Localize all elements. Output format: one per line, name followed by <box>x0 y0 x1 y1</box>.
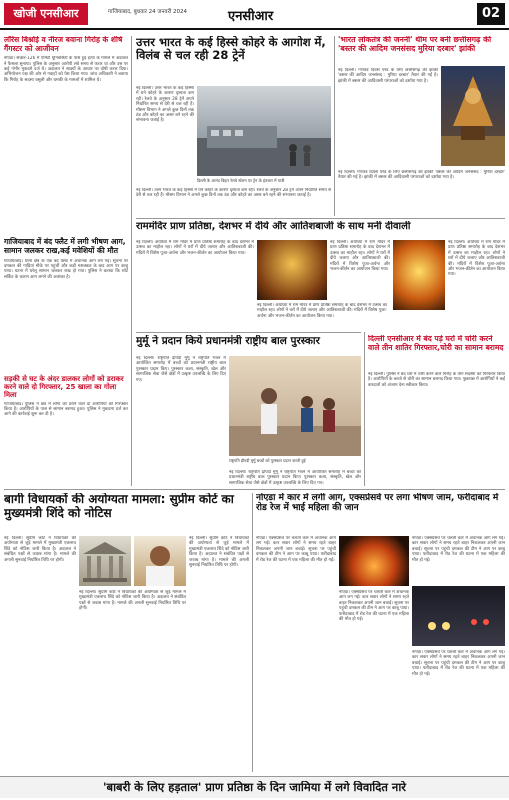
murmu-headline: मुर्मू ने प्रदान किये प्रधानमंत्री राष्ट्रीय बाल पुरस्कार <box>136 335 320 347</box>
award-ceremony-photo <box>229 356 361 456</box>
story1-body: नोएडा। सेक्टर-126 में एमिटी यूनिवर्सिटी के पास हुई हत्या के मामले में अदालत ने फैसला सुनाया। पुलिस के अनुसार आरोपी लंबे समय से फरार था और उस पर कई गंभीर मुकदमे दर्ज थे। अदालत ने साक्ष्यों के आधार पर दोषी करार दिया। अभियोजन पक्ष की ओर से गवाहों को पेश किया गया। जांच अधिकारी ने बताया कि गिरोह के सदस्य वसूली और धमकी के मामलों में शामिल थे। <box>4 56 128 83</box>
murmu-body-box <box>136 356 226 486</box>
ram-body-3: नई दिल्ली। अयोध्या में राम मंदिर में प्राण प्रतिष्ठा समारोह के बाद देशभर में उत्सव का माहौल रहा। लोगों ने घरों में दीये जलाए और आतिशबाजी की। मंदिरों में विशेष पूजा-अर्चना और भजन-कीर्तन का आयोजन किया गया। <box>448 240 505 278</box>
noida-body-3: नोएडा। एक्सप्रेसवे पर चलती कार में अचानक आग लग गई। कार सवार लोगों ने समय रहते बाहर निकलकर अपनी जान बचाई। सूचना पर पहुंची दमकल की टीम ने आग पर काबू पाया। फरीदाबाद में रोड रेज की घटना में एक महिला की मौत हो गई। <box>339 590 409 623</box>
shinde-photo <box>134 536 186 586</box>
court-body-box-3 <box>79 590 186 772</box>
tableau-body-box <box>338 68 438 168</box>
lead-headline: उत्तर भारत के कई हिस्से कोहरे के आगोश में, विलंब से चल रही 28 ट्रेनें <box>136 36 326 63</box>
court-body: नई दिल्ली। सुप्रीम कोर्ट ने विधायकों की अयोग्यता से जुड़े मामले में मुख्यमंत्री एकनाथ शिंदे को नोटिस जारी किया है। अदालत ने संबंधित पक्षों से जवाब मांगा है। मामले की अगली सुनवाई निर्धारित तिथि पर होगी। <box>4 536 76 563</box>
fog-train-photo <box>197 86 331 176</box>
ram-body-2: नई दिल्ली। अयोध्या में राम मंदिर में प्राण प्रतिष्ठा समारोह के बाद देशभर में उत्सव का माहौल रहा। लोगों ने घरों में दीये जलाए और आतिशबाजी की। मंदिरों में विशेष पूजा-अर्चना और भजन-कीर्तन का आयोजन किया गया। <box>330 240 390 273</box>
brand-logo: खोजी एनसीआर <box>4 3 88 25</box>
murmu-headline-box <box>136 335 361 353</box>
column-divider <box>252 493 253 772</box>
noida-body-box <box>256 536 336 772</box>
story3-body: गाजियाबाद। पुलिस ने क्षेत्र में लोगों को डराने वाले दो आरोपियों को गिरफ्तार किया है। आरोपियों के पास से सामान बरामद हुआ। पुलिस ने मुकदमा दर्ज कर आगे की कार्रवाई शुरू कर दी है। <box>4 401 128 418</box>
court-headline-box <box>4 493 249 533</box>
lead-story-headline-box <box>136 36 331 84</box>
night-road-photo <box>412 586 505 646</box>
ram-body-4: नई दिल्ली। अयोध्या में राम मंदिर में प्राण प्रतिष्ठा समारोह के बाद देशभर में उत्सव का माहौल रहा। लोगों ने घरों में दीये जलाए और आतिशबाजी की। मंदिरों में विशेष पूजा-अर्चना और भजन-कीर्तन का आयोजन किया गया। <box>257 303 387 319</box>
portrait-illustration <box>134 536 186 586</box>
tableau-headline-box <box>338 36 505 64</box>
horizontal-rule <box>136 218 505 219</box>
ram-idol-photo <box>393 240 445 310</box>
horizontal-rule <box>4 489 505 490</box>
left-column <box>4 36 128 486</box>
noida-body-4: नोएडा। एक्सप्रेसवे पर चलती कार में अचानक आग लग गई। कार सवार लोगों ने समय रहते बाहर निकलकर अपनी जान बचाई। सूचना पर पहुंची दमकल की टीम ने आग पर काबू पाया। फरीदाबाद में रोड रेज की घटना में एक महिला की मौत हो गई। <box>412 650 505 677</box>
ram-headline-box <box>136 221 505 237</box>
court-body-2: नई दिल्ली। सुप्रीम कोर्ट ने विधायकों की अयोग्यता से जुड़े मामले में मुख्यमंत्री एकनाथ शिंदे को नोटिस जारी किया है। अदालत ने संबंधित पक्षों से जवाब मांगा है। मामले की अगली सुनवाई निर्धारित तिथि पर होगी। <box>189 536 249 569</box>
murmu-photo-caption: राष्ट्रपति द्रौपदी मुर्मू बच्चों को पुरस्कार प्रदान करती हुई <box>229 458 306 463</box>
lead-photo-caption: दिल्ली के आनंद विहार रेलवे स्टेशन पर ट्रेन के इंतजार में यात्री <box>197 178 285 183</box>
ram-body-box <box>136 240 254 330</box>
noida-body-box-4 <box>412 650 505 772</box>
noida-body-box-3 <box>339 590 409 772</box>
masthead <box>0 0 509 30</box>
diyas-photo <box>257 240 327 300</box>
column-divider <box>334 36 335 216</box>
story1-headline: लॉरेंस बिश्नोई व नीरज बवाना गिरोह के शीर्ष गैंगस्टर को आजीवन <box>4 36 123 53</box>
tableau-body: नई दिल्ली। गणतंत्र दिवस परेड के लिए छत्तीसगढ़ की झांकी 'बस्तर की आदिम जनसंसद : मुरिया दरबार' तैयार की गई है। झांकी में बस्तर की आदिवासी परंपराओं को दर्शाया गया है। <box>338 68 438 84</box>
lead-story-continued <box>136 188 331 216</box>
court-body-3: नई दिल्ली। सुप्रीम कोर्ट ने विधायकों की अयोग्यता से जुड़े मामले में मुख्यमंत्री एकनाथ शिंदे को नोटिस जारी किया है। अदालत ने संबंधित पक्षों से जवाब मांगा है। मामले की अगली सुनवाई निर्धारित तिथि पर होगी। <box>79 590 186 612</box>
car-fire-photo <box>339 536 409 586</box>
supreme-court-photo <box>79 536 131 586</box>
murmu-body-box-2 <box>229 470 361 486</box>
delhi-body: नई दिल्ली। पुलिस ने बंद घरों में चोरी करने वाले गिरोह के तीन सदस्यों को गिरफ्तार किया है। आरोपियों के कब्जे से चोरी का सामान बरामद किया गया। पूछताछ में आरोपियों ने कई वारदातों को अंजाम देना स्वीकार किया। <box>368 372 505 388</box>
story2-body: गाजियाबाद। थाना क्षेत्र के एक बंद फ्लैट में अचानक आग लग गई। सूचना पर दमकल की गाड़ियां मौके पर पहुंचीं और कड़ी मशक्कत के बाद आग पर काबू पाया। घटना में घरेलू सामान जलकर राख हो गया। पुलिस ने बताया कि शॉर्ट सर्किट के कारण आग लगने की आशंका है। <box>4 258 128 280</box>
court-building-illustration <box>79 536 131 586</box>
horizontal-rule <box>136 332 361 333</box>
noida-body: नोएडा। एक्सप्रेसवे पर चलती कार में अचानक आग लग गई। कार सवार लोगों ने समय रहते बाहर निकलकर अपनी जान बचाई। सूचना पर पहुंची दमकल की टीम ने आग पर काबू पाया। फरीदाबाद में रोड रेज की घटना में एक महिला की मौत हो गई। <box>256 536 336 563</box>
award-illustration <box>229 356 361 456</box>
ram-body-box-3 <box>448 240 505 330</box>
tableau-body-continued <box>338 170 505 216</box>
noida-headline-box <box>256 493 505 533</box>
tableau-photo <box>441 66 505 166</box>
story2-headline: गाजियाबाद में बंद फ्लैट में लगी भीषण आग, सामान जलकर राख,कई मवेशियों की मौत <box>4 237 126 255</box>
column-divider <box>364 332 365 486</box>
train-platform-illustration <box>197 86 331 176</box>
ram-body-box-4 <box>257 303 387 330</box>
delhi-headline-box <box>368 335 505 369</box>
road-lights-illustration <box>412 586 505 646</box>
column-divider <box>131 36 132 486</box>
murmu-body-2: नई दिल्ली। राष्ट्रपति द्रौपदी मुर्मू ने राष्ट्रपति भवन में आयोजित समारोह में बच्चों को प्रधानमंत्री राष्ट्रीय बाल पुरस्कार प्रदान किए। पुरस्कार कला, संस्कृति, खेल और सामाजिक सेवा जैसे क्षेत्रों में उत्कृष्ट उपलब्धि के लिए दिए गए। <box>229 470 361 486</box>
lead-body-continued: नई दिल्ली। उत्तर भारत के कई हिस्सों में घने कोहरे के कारण दृश्यता कम रही। रेलवे के अनुसार 28 ट्रेनें अपने निर्धारित समय से देरी से चल रही हैं। मौसम विभाग ने अगले कुछ दिनों तक ठंड और कोहरे का असर बने रहने की संभावना जताई है। <box>136 188 331 199</box>
tableau-body-more: नई दिल्ली। गणतंत्र दिवस परेड के लिए छत्तीसगढ़ की झांकी 'बस्तर की आदिम जनसंसद : मुरिया दरबार' तैयार की गई है। झांकी में बस्तर की आदिवासी परंपराओं को दर्शाया गया है। <box>338 170 505 181</box>
murmu-body: नई दिल्ली। राष्ट्रपति द्रौपदी मुर्मू ने राष्ट्रपति भवन में आयोजित समारोह में बच्चों को प्रधानमंत्री राष्ट्रीय बाल पुरस्कार प्रदान किए। पुरस्कार कला, संस्कृति, खेल और सामाजिक सेवा जैसे क्षेत्रों में उत्कृष्ट उपलब्धि के लिए दिए गए। <box>136 356 226 383</box>
court-body-box <box>4 536 76 772</box>
court-body-box-2 <box>189 536 249 772</box>
dateline: गाजियाबाद, बुधवार 24 जनवरी 2024 <box>108 9 187 15</box>
tableau-headline: 'भारत लोकतंत्र की जननी' थीम पर बनी छत्तीसगढ़ की 'बस्तर की आदिम जनसंसद मुरिया दरबार' झांकी <box>338 36 492 53</box>
ram-headline: राममंदिर प्राण प्रतिष्ठा, देशभर में दीये और आतिशबाजी के साथ मनी दीवाली <box>136 221 411 232</box>
bottom-headline: 'बाबरी के लिए हड़ताल' प्राण प्रतिष्ठा के दिन जामिया में लगे विवादित नारे <box>102 781 406 794</box>
story3-headline: सड़की से घट के अंदर डालकर लोगों को डराकर करने वाले दो गिरफ्तार, 25 खाला का गोला मिला <box>4 374 124 399</box>
lead-body: नई दिल्ली। उत्तर भारत के कई हिस्सों में घने कोहरे के कारण दृश्यता कम रही। रेलवे के अनुसार 28 ट्रेनें अपने निर्धारित समय से देरी से चल रही हैं। मौसम विभाग ने अगले कुछ दिनों तक ठंड और कोहरे का असर बने रहने की संभावना जताई है। <box>136 86 194 124</box>
court-headline: बागी विधायकों की अयोग्यता मामला: सुप्रीम कोर्ट का मुख्यमंत्री शिंदे को नोटिस <box>4 493 234 520</box>
delhi-body-box <box>368 372 505 486</box>
section-title: एनसीआर <box>228 9 274 24</box>
noida-body-box-2 <box>412 536 505 584</box>
bottom-story-banner <box>0 776 509 798</box>
page-number: 02 <box>477 3 505 25</box>
noida-headline: नोएडा में कार में लगी आग, एक्सप्रेसवे पर लगा भीषण जाम, फरीदाबाद में रोड रेज में भाई महिला की जान <box>256 493 499 514</box>
ram-body: नई दिल्ली। अयोध्या में राम मंदिर में प्राण प्रतिष्ठा समारोह के बाद देशभर में उत्सव का माहौल रहा। लोगों ने घरों में दीये जलाए और आतिशबाजी की। मंदिरों में विशेष पूजा-अर्चना और भजन-कीर्तन का आयोजन किया गया। <box>136 240 254 256</box>
noida-body-2: नोएडा। एक्सप्रेसवे पर चलती कार में अचानक आग लग गई। कार सवार लोगों ने समय रहते बाहर निकलकर अपनी जान बचाई। सूचना पर पहुंची दमकल की टीम ने आग पर काबू पाया। फरीदाबाद में रोड रेज की घटना में एक महिला की मौत हो गई। <box>412 536 505 563</box>
delhi-headline: दिल्ली एनसीआर में बंद पड़े घरों में चोरी करने वाले तीन शातिर गिरफ्तार,चोरी का सामान बरामद <box>368 335 504 352</box>
tableau-illustration <box>441 66 505 166</box>
